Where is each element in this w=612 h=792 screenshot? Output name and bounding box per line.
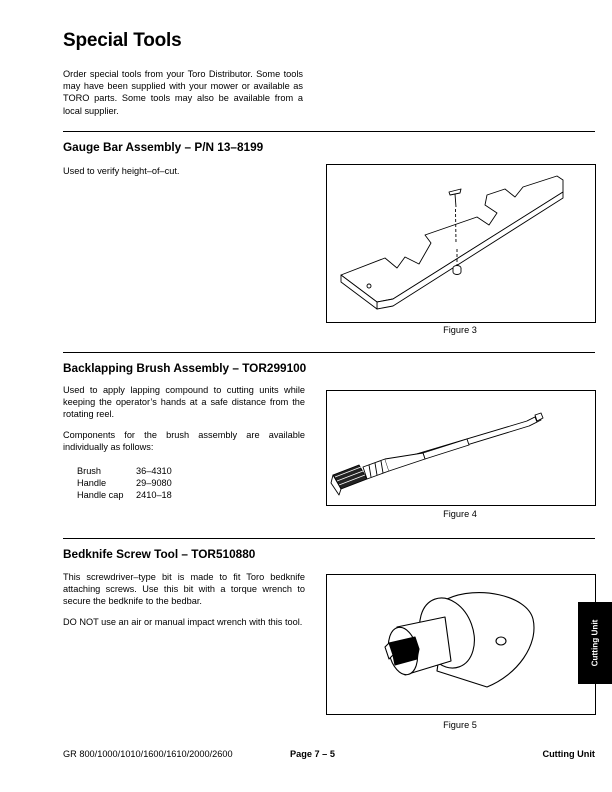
body-paragraph: Components for the brush assembly are available individually as follows: bbox=[63, 429, 305, 452]
part-name: Handle cap bbox=[77, 490, 124, 501]
body-paragraph: Used to verify height–of–cut. bbox=[63, 166, 180, 176]
body-paragraph: DO NOT use an air or manual impact wrench with this tool. bbox=[63, 616, 303, 627]
backlapping-brush-illustration bbox=[327, 391, 595, 505]
figure-caption: Figure 4 bbox=[443, 509, 477, 519]
section-body-bedknife-screw-tool bbox=[63, 571, 305, 636]
gauge-bar-illustration bbox=[327, 165, 595, 322]
intro-paragraph: Order special tools from your Toro Distributor. Some tools may have been supplied with your mower or available as TORO parts. Some tools may also be available from a local supplier. bbox=[63, 69, 303, 116]
footer-chapter: Cutting Unit bbox=[542, 749, 595, 759]
section-heading-gauge-bar: Gauge Bar Assembly – P/N 13–8199 bbox=[63, 140, 264, 154]
section-divider bbox=[63, 131, 595, 132]
footer-page-number: Page 7 – 5 bbox=[290, 749, 335, 759]
part-number: 2410–18 bbox=[136, 490, 172, 501]
chapter-side-tab-label: Cutting Unit bbox=[590, 619, 600, 667]
figure-caption: Figure 5 bbox=[443, 720, 477, 730]
figure-backlapping-brush bbox=[326, 390, 596, 506]
part-number: 36–4310 bbox=[136, 466, 172, 476]
part-name: Handle bbox=[77, 478, 107, 489]
figure-bedknife-screw-tool bbox=[326, 574, 596, 715]
parts-row bbox=[77, 465, 172, 477]
body-paragraph: This screwdriver–type bit is made to fit Toro bedknife attaching screws. Use this bit with a torque wrench to secure the bedknife to the bedbar. bbox=[63, 572, 305, 607]
section-heading-bedknife-screw-tool: Bedknife Screw Tool – TOR510880 bbox=[63, 547, 256, 561]
body-paragraph: Used to apply lapping compound to cutting units while keeping the operator’s hands at a safe distance from the rotating reel. bbox=[63, 385, 305, 420]
chapter-side-tab bbox=[578, 602, 612, 684]
figure-gauge-bar bbox=[326, 164, 596, 323]
section-body-gauge-bar bbox=[63, 165, 305, 185]
page-title: Special Tools bbox=[63, 30, 182, 51]
section-divider bbox=[63, 352, 595, 353]
parts-row bbox=[77, 489, 172, 501]
parts-list bbox=[77, 465, 172, 502]
footer-models: GR 800/1000/1010/1600/1610/2000/2600 bbox=[63, 749, 233, 759]
section-heading-backlapping-brush: Backlapping Brush Assembly – TOR299100 bbox=[63, 361, 307, 375]
part-name: Brush bbox=[77, 466, 102, 476]
section-divider bbox=[63, 538, 595, 539]
part-number: 29–9080 bbox=[136, 478, 172, 489]
figure-caption: Figure 3 bbox=[443, 325, 477, 335]
parts-row bbox=[77, 477, 172, 489]
bedknife-screw-tool-illustration bbox=[327, 575, 595, 714]
section-body-backlapping-brush bbox=[63, 384, 305, 461]
